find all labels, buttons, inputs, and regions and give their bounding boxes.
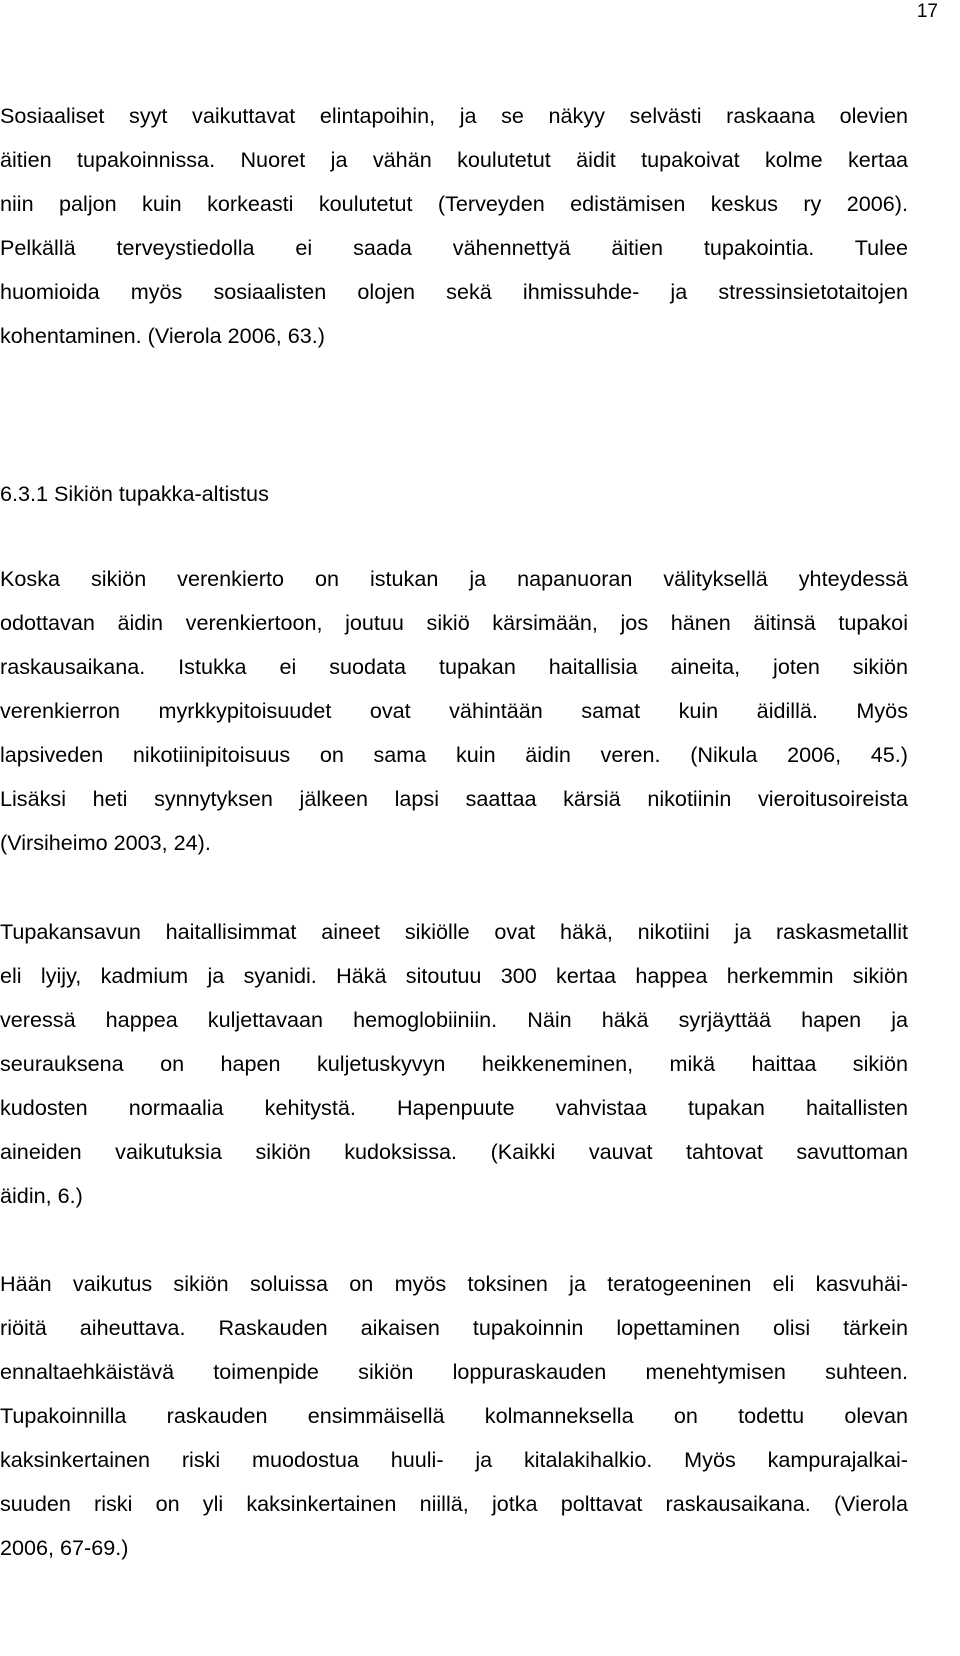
paragraph-line: 2006, 67-69.) [0,1535,129,1560]
paragraph-line: (Virsiheimo 2003, 24). [0,830,211,855]
paragraph-line: äitien tupakoinnissa. Nuoret ja vähän koulutetut äidit tupakoivat kolme kertaa [0,147,908,172]
paragraph-line: kaksinkertainen riski muodostua huuli- ja kitalakihalkio. Myös kampurajalkai- [0,1447,908,1472]
paragraph-line: kudosten normaalia kehitystä. Hapenpuute vahvistaa tupakan haitallisten [0,1095,908,1120]
paragraph-line: aineiden vaikutuksia sikiön kudoksissa. (Kaikki vauvat tahtovat savuttoman [0,1139,908,1164]
paragraph-line: Lisäksi heti synnytyksen jälkeen lapsi saattaa kärsiä nikotiinin vieroitusoireista [0,786,908,811]
paragraph-line: verenkierron myrkkypitoisuudet ovat vähintään samat kuin äidillä. Myös [0,698,908,723]
paragraph-line: ennaltaehkäistävä toimenpide sikiön loppuraskauden menehtymisen suhteen. [0,1359,908,1384]
paragraph-line: Tupakoinnilla raskauden ensimmäisellä kolmanneksella on todettu olevan [0,1403,908,1428]
paragraph-line: lapsiveden nikotiinipitoisuus on sama kuin äidin veren. (Nikula 2006, 45.) [0,742,908,767]
page-number: 17 [916,1,938,22]
paragraph-line: raskausaikana. Istukka ei suodata tupakan haitallisia aineita, joten sikiön [0,654,908,679]
paragraph-line: Tupakansavun haitallisimmat aineet sikiölle ovat häkä, nikotiini ja raskasmetallit [0,919,908,944]
paragraph-line: Hään vaikutus sikiön soluissa on myös toksinen ja teratogeeninen eli kasvuhäi- [0,1271,908,1296]
paragraph-line: suuden riski on yli kaksinkertainen niillä, jotka polttavat raskausaikana. (Vierola [0,1491,908,1516]
paragraph-harmful-substances [0,910,908,1218]
paragraph-line: kohentaminen. (Vierola 2006, 63.) [0,323,325,348]
paragraph-line: riöitä aiheuttava. Raskauden aikaisen tupakoinnin lopettaminen olisi tärkein [0,1315,908,1340]
section-heading-text: 6.3.1 Sikiön tupakka-altistus [0,481,269,506]
paragraph-line: seurauksena on hapen kuljetuskyvyn heikkeneminen, mikä haittaa sikiön [0,1051,908,1076]
paragraph-social-causes [0,94,908,358]
paragraph-line: odottavan äidin verenkiertoon, joutuu sikiö kärsimään, jos hänen äitinsä tupakoi [0,610,908,635]
paragraph-line: Pelkällä terveystiedolla ei saada vähennettyä äitien tupakointia. Tulee [0,235,908,260]
paragraph-line: eli lyijy, kadmium ja syanidi. Häkä sitoutuu 300 kertaa happea herkemmin sikiön [0,963,908,988]
paragraph-line: äidin, 6.) [0,1183,83,1208]
paragraph-line: Sosiaaliset syyt vaikuttavat elintapoihin, ja se näkyy selvästi raskaana olevien [0,103,908,128]
paragraph-line: veressä happea kuljettavaan hemoglobiiniin. Näin häkä syrjäyttää hapen ja [0,1007,908,1032]
section-heading [0,472,908,516]
paragraph-fetal-circulation [0,557,908,865]
paragraph-toxic-effects [0,1262,908,1570]
paragraph-line: huomioida myös sosiaalisten olojen sekä ihmissuhde- ja stressinsietotaitojen [0,279,908,304]
paragraph-line: niin paljon kuin korkeasti koulutetut (Terveyden edistämisen keskus ry 2006). [0,191,908,216]
paragraph-line: Koska sikiön verenkierto on istukan ja napanuoran välityksellä yhteydessä [0,566,908,591]
